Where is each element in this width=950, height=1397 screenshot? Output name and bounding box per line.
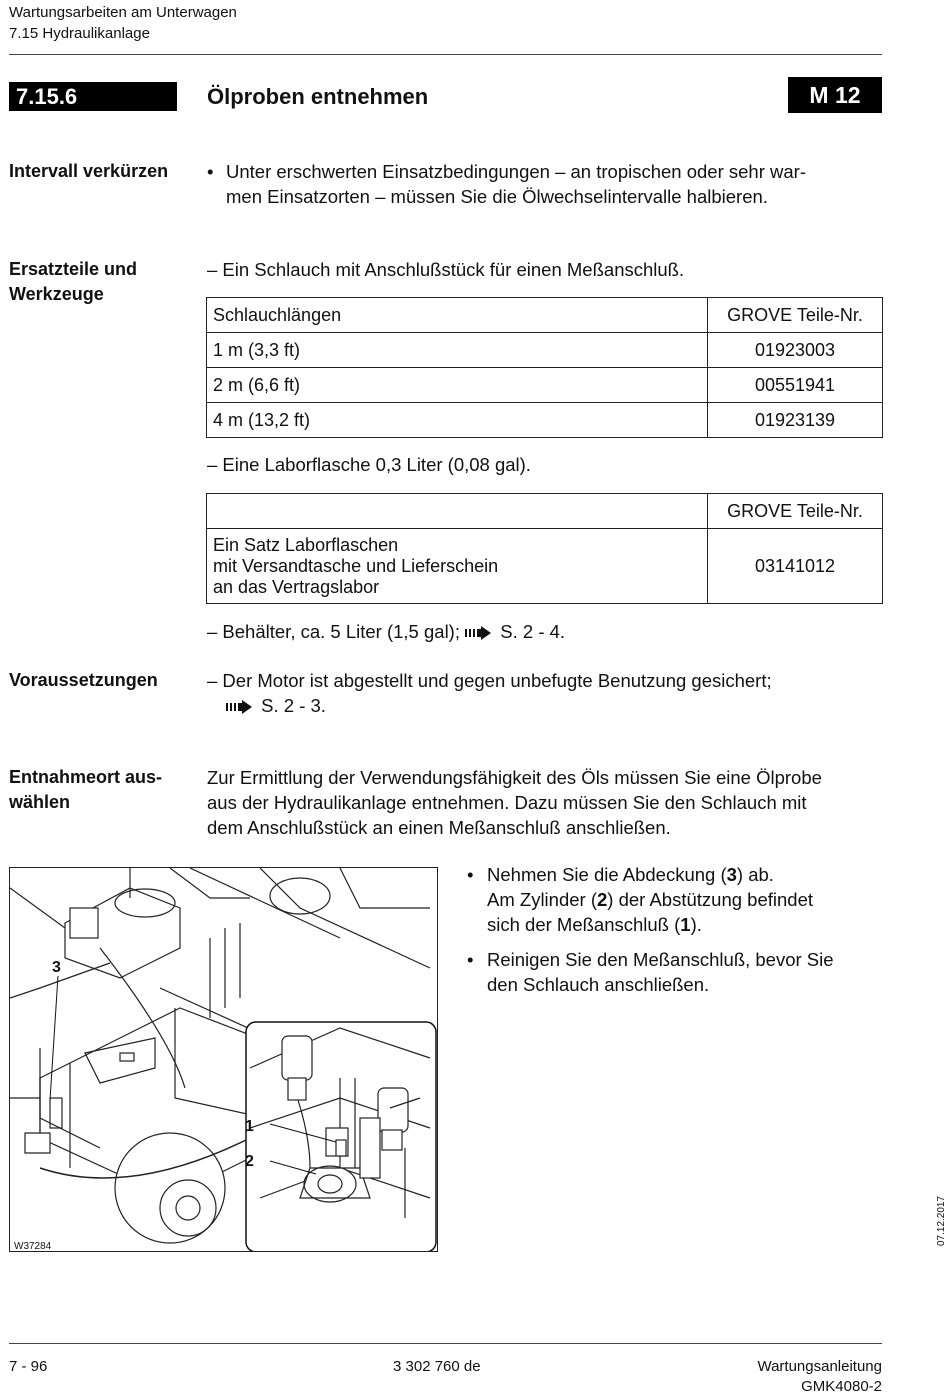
entnahmeort-line-3: dem Anschlußstück an einen Meßanschluß anschließen. — [207, 817, 671, 838]
table-row — [207, 403, 883, 438]
container-text: – Behälter, ca. 5 Liter (1,5 gal); — [207, 621, 460, 642]
entnahmeort-line-1: Zur Ermittlung der Verwendungsfähigkeit des Öls müssen Sie eine Ölprobe — [207, 767, 822, 788]
maintenance-code: M 12 — [788, 77, 882, 113]
voraussetzungen-line-1: – Der Motor ist abgestellt und gegen unbefugte Benutzung gesichert; — [207, 670, 772, 691]
ersatzteile-item-container — [207, 619, 565, 644]
page-reference-arrow-icon — [465, 626, 495, 640]
bottle-parts-table — [206, 493, 883, 604]
table-row — [207, 368, 883, 403]
table-cell: 2 m (6,6 ft) — [207, 368, 708, 403]
footer-divider — [9, 1343, 882, 1344]
table-row — [207, 529, 883, 604]
label-voraussetzungen: Voraussetzungen — [9, 670, 158, 690]
voraussetzungen-text — [207, 668, 772, 718]
bottle-desc-line-1: Ein Satz Laborflaschen — [213, 534, 399, 555]
ersatzteile-item-hose: – Ein Schlauch mit Anschlußstück für einen Meßanschluß. — [207, 259, 685, 280]
instruction-2-line-1: Reinigen Sie den Meßanschluß, bevor Sie — [487, 949, 834, 970]
table-cell — [207, 529, 708, 604]
section-title: Ölproben entnehmen — [207, 84, 429, 109]
table-header-cell: Schlauchlängen — [207, 298, 708, 333]
entnahmeort-text — [207, 765, 822, 840]
figure-code: W37284 — [14, 1241, 52, 1252]
page-number: 7 - 96 — [9, 1358, 48, 1375]
label-ersatzteile-line-2: Werkzeuge — [9, 284, 104, 304]
label-entnahmeort-line-2: wählen — [9, 792, 71, 812]
bottle-desc-line-2: mit Versandtasche und Lieferschein — [213, 555, 499, 576]
label-entnahmeort-line-1: Entnahmeort aus- — [9, 767, 163, 787]
callout-1: 1 — [245, 1118, 254, 1135]
bullet: • — [467, 949, 474, 970]
table-header-cell: GROVE Teile-Nr. — [708, 494, 883, 529]
label-ersatzteile-line-1: Ersatzteile und — [9, 259, 138, 279]
figure-hydraulic-test-port — [9, 867, 438, 1252]
entnahmeort-line-2: aus der Hydraulikanlage entnehmen. Dazu müssen Sie den Schlauch mit — [207, 792, 807, 813]
intervall-line-2: men Einsatzorten – müssen Sie die Ölwechselintervalle halbieren. — [226, 186, 768, 207]
bullet: • — [207, 161, 214, 182]
table-cell: 4 m (13,2 ft) — [207, 403, 708, 438]
table-header-cell: GROVE Teile-Nr. — [708, 298, 883, 333]
instruction-1-line-2: Am Zylinder (2) der Abstützung befindet — [487, 889, 813, 910]
label-entnahmeort — [9, 765, 199, 815]
section-number: 7.15.6 — [9, 82, 177, 111]
table-header-cell — [207, 494, 708, 529]
intervall-text — [207, 159, 887, 209]
table-cell: 03141012 — [708, 529, 883, 604]
instruction-1-line-3: sich der Meßanschluß (1). — [487, 914, 702, 935]
document-number: 3 302 760 de — [393, 1358, 481, 1375]
instruction-2-line-2: den Schlauch anschließen. — [487, 974, 710, 995]
header-divider — [9, 54, 882, 55]
manual-title — [682, 1357, 882, 1397]
table-cell: 1 m (3,3 ft) — [207, 333, 708, 368]
table-cell: 01923003 — [708, 333, 883, 368]
label-intervall: Intervall verkürzen — [9, 161, 169, 181]
manual-model: GMK4080-2 — [801, 1378, 882, 1395]
table-header-row — [207, 494, 883, 529]
container-page-reference[interactable]: S. 2 - 4. — [500, 621, 566, 642]
manual-title-line-1: Wartungsanleitung — [757, 1358, 882, 1375]
table-cell: 00551941 — [708, 368, 883, 403]
label-ersatzteile — [9, 257, 199, 307]
print-date: 07.12.2017 — [936, 1195, 947, 1246]
instruction-1 — [467, 862, 887, 937]
instruction-1-line-1: Nehmen Sie die Abdeckung (3) ab. — [487, 864, 774, 885]
table-row — [207, 333, 883, 368]
ersatzteile-item-bottle: – Eine Laborflasche 0,3 Liter (0,08 gal). — [207, 454, 531, 475]
illustration-outrigger-cylinder — [10, 868, 438, 1252]
voraussetzungen-page-reference[interactable]: S. 2 - 3. — [261, 695, 326, 716]
running-header-section: 7.15 Hydraulikanlage — [9, 25, 150, 42]
table-cell: 01923139 — [708, 403, 883, 438]
callout-3: 3 — [52, 959, 61, 976]
table-header-row — [207, 298, 883, 333]
bottle-desc-line-3: an das Vertragslabor — [213, 576, 380, 597]
page-reference-arrow-icon — [226, 700, 256, 714]
bullet: • — [467, 864, 474, 885]
instruction-2 — [467, 947, 887, 997]
running-header-chapter: Wartungsarbeiten am Unterwagen — [9, 4, 237, 21]
callout-2: 2 — [245, 1153, 254, 1170]
intervall-line-1: Unter erschwerten Einsatzbedingungen – an tropischen oder sehr war- — [226, 161, 806, 182]
hose-parts-table — [206, 297, 883, 438]
